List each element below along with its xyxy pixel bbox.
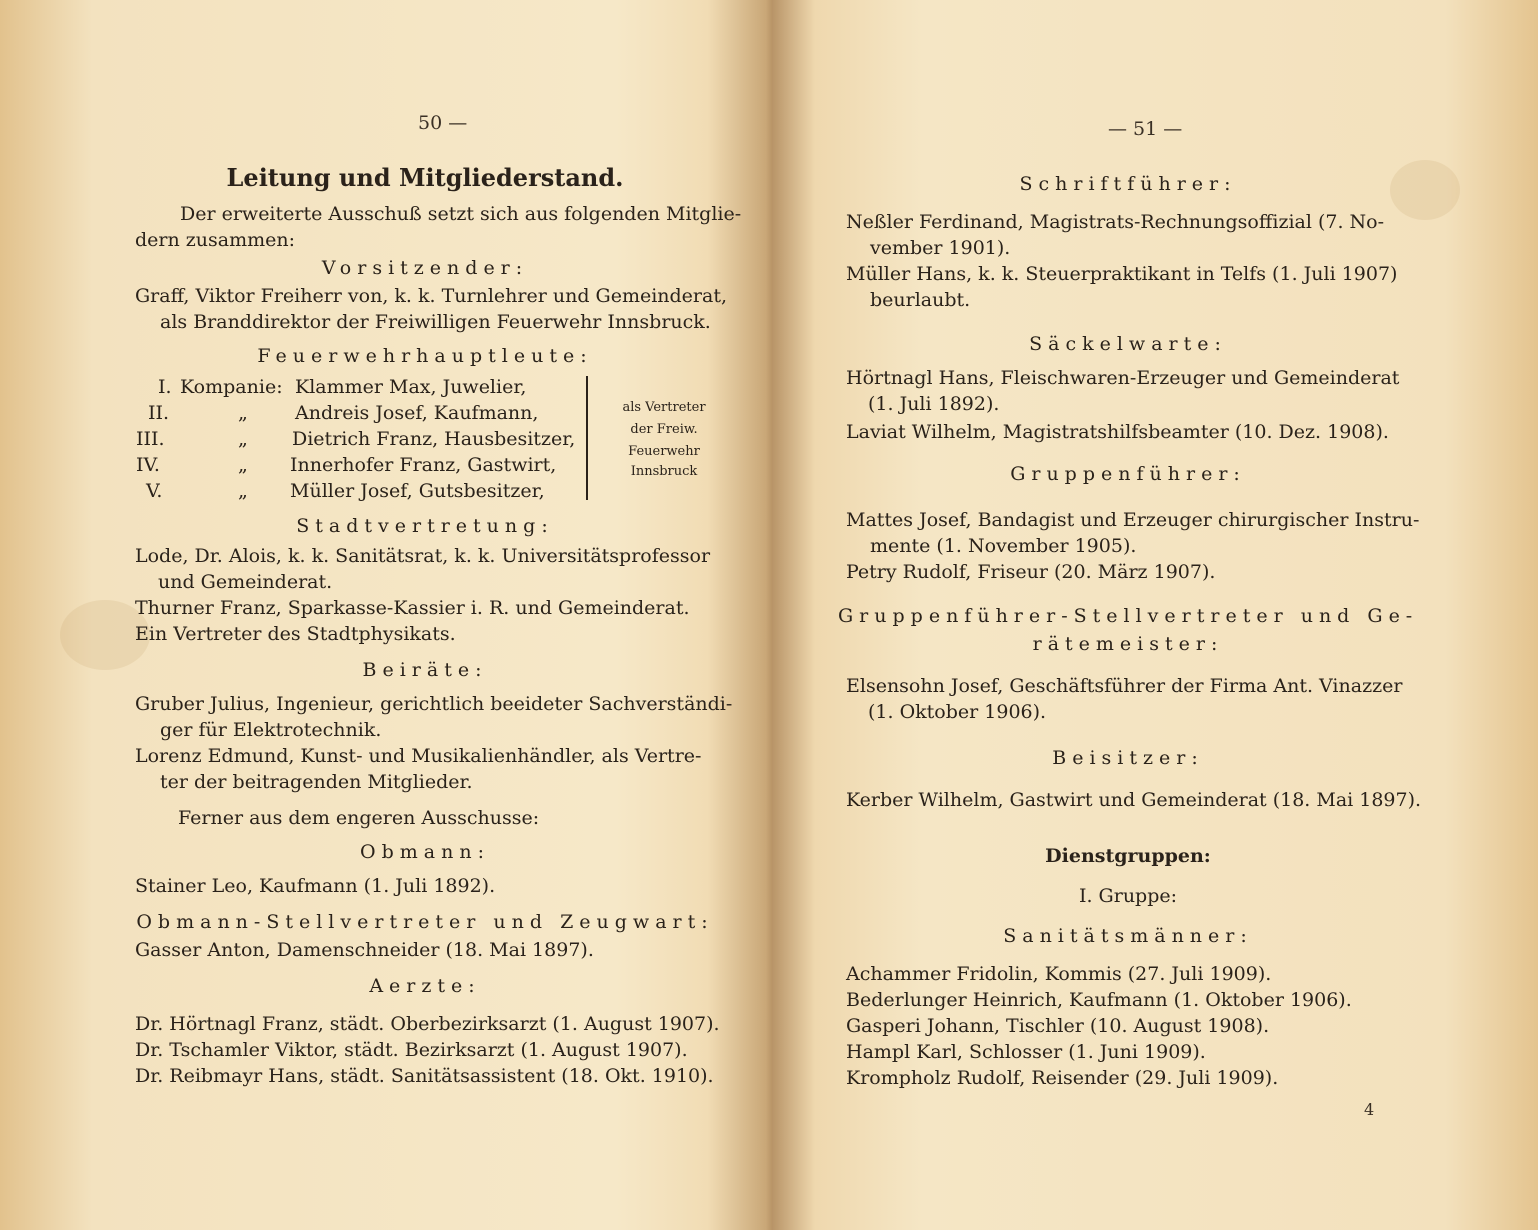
- section-heading: Schriftführer:: [1019, 173, 1237, 195]
- roman-numeral: I.: [158, 376, 172, 398]
- entry-line: Gruber Julius, Ingenieur, gerichtlich beeideter Sachverständi-: [135, 693, 733, 715]
- entry-line: vember 1901).: [870, 237, 1011, 259]
- page-number: — 51 —: [1108, 118, 1183, 140]
- entry-line: Thurner Franz, Sparkasse-Kassier i. R. und Gemeinderat.: [135, 597, 690, 619]
- side-note-line: als Vertreter: [622, 400, 706, 415]
- entry-line: Hampl Karl, Schlosser (1. Juni 1909).: [846, 1041, 1206, 1063]
- entry-line: Elsensohn Josef, Geschäftsführer der Firma Ant. Vinazzer: [846, 675, 1403, 697]
- section-heading: Gruppenführer-Stellvertreter und Ge-: [838, 605, 1419, 627]
- entry-line: ger für Elektrotechnik.: [160, 719, 382, 741]
- entry-line: ter der beitragenden Mitglieder.: [160, 771, 473, 793]
- dienstgruppen-heading: Dienstgruppen:: [1045, 845, 1211, 867]
- entry-line: Dr. Reibmayr Hans, städt. Sanitätsassistent (18. Okt. 1910).: [135, 1065, 714, 1087]
- entry-line: Petry Rudolf, Friseur (20. März 1907).: [846, 561, 1216, 583]
- entry-line: Müller Hans, k. k. Steuerpraktikant in Telfs (1. Juli 1907): [846, 263, 1398, 285]
- side-note-line: der Freiw.: [630, 422, 698, 437]
- entry-line: Dr. Tschamler Viktor, städt. Bezirksarzt (1. August 1907).: [135, 1039, 688, 1061]
- entry-line: Achammer Fridolin, Kommis (27. Juli 1909).: [846, 963, 1272, 985]
- captain-name: Dietrich Franz, Hausbesitzer,: [292, 428, 576, 450]
- page-number: 50 —: [418, 112, 468, 134]
- entry-line: Hörtnagl Hans, Fleischwaren-Erzeuger und Gemeinderat: [846, 367, 1400, 389]
- section-heading: Vorsitzender:: [321, 257, 529, 279]
- roman-numeral: II.: [148, 402, 170, 424]
- entry-line: Lorenz Edmund, Kunst- und Musikalienhändler, als Vertre-: [135, 745, 702, 767]
- entry-line: Mattes Josef, Bandagist und Erzeuger chirurgischer Instru-: [846, 509, 1420, 531]
- entry-line: Kerber Wilhelm, Gastwirt und Gemeinderat (18. Mai 1897).: [846, 789, 1422, 811]
- entry-line: Gasperi Johann, Tischler (10. August 1908).: [846, 1015, 1270, 1037]
- entry-line: als Branddirektor der Freiwilligen Feuerwehr Innsbruck.: [160, 311, 711, 333]
- entry-line: Laviat Wilhelm, Magistratshilfsbeamter (10. Dez. 1908).: [846, 421, 1389, 443]
- page-title: Leitung und Mitgliederstand.: [226, 163, 624, 192]
- gruppe-heading: I. Gruppe:: [1078, 885, 1178, 907]
- ferner-line: Ferner aus dem engeren Ausschusse:: [178, 807, 540, 829]
- kompanie-label: Kompanie:: [180, 376, 283, 398]
- section-heading: Feuerwehrhauptleute:: [257, 345, 593, 367]
- entry-line: und Gemeinderat.: [158, 571, 333, 593]
- section-heading: Stadtvertretung:: [296, 515, 554, 537]
- section-heading: rätemeister:: [1032, 633, 1224, 655]
- roman-numeral: III.: [136, 428, 165, 450]
- section-heading: Sanitätsmänner:: [1003, 925, 1253, 947]
- section-heading: Obmann-Stellvertreter und Zeugwart:: [136, 911, 714, 933]
- entry-line: Graff, Viktor Freiherr von, k. k. Turnlehrer und Gemeinderat,: [135, 285, 728, 307]
- entry-line: Lode, Dr. Alois, k. k. Sanitätsrat, k. k. Universitätsprofessor: [135, 545, 711, 567]
- section-heading: Beisitzer:: [1052, 747, 1204, 769]
- signature-mark: 4: [1364, 1100, 1375, 1119]
- section-heading: Gruppenführer:: [1010, 463, 1246, 485]
- captain-name: Innerhofer Franz, Gastwirt,: [290, 454, 557, 476]
- section-heading: Säckelwarte:: [1029, 333, 1227, 355]
- intro-line: dern zusammen:: [135, 229, 296, 251]
- ditto-mark: „: [238, 428, 248, 450]
- side-note-line: Innsbruck: [630, 464, 698, 479]
- captain-name: Müller Josef, Gutsbesitzer,: [290, 480, 545, 502]
- entry-line: Dr. Hörtnagl Franz, städt. Oberbezirksarzt (1. August 1907).: [135, 1013, 720, 1035]
- brace-line: [586, 376, 588, 500]
- roman-numeral: V.: [146, 480, 163, 502]
- entry-line: Neßler Ferdinand, Magistrats-Rechnungsoffizial (7. No-: [846, 211, 1385, 233]
- section-heading: Aerzte:: [369, 975, 481, 997]
- entry-line: mente (1. November 1905).: [870, 535, 1137, 557]
- side-note-line: Feuerwehr: [628, 444, 700, 459]
- right-page: [778, 0, 1538, 1230]
- ditto-mark: „: [238, 402, 248, 424]
- captain-name: Andreis Josef, Kaufmann,: [295, 402, 539, 424]
- ditto-mark: „: [238, 454, 248, 476]
- ditto-mark: „: [238, 480, 248, 502]
- section-heading: Obmann:: [360, 841, 490, 863]
- entry-line: Ein Vertreter des Stadtphysikats.: [135, 623, 456, 645]
- entry-line: Stainer Leo, Kaufmann (1. Juli 1892).: [135, 875, 496, 897]
- entry-line: Bederlunger Heinrich, Kaufmann (1. Oktober 1906).: [846, 989, 1352, 1011]
- roman-numeral: IV.: [136, 454, 160, 476]
- section-heading: Beiräte:: [362, 659, 488, 681]
- intro-line: Der erweiterte Ausschuß setzt sich aus folgenden Mitglie-: [180, 203, 742, 225]
- entry-line: Gasser Anton, Damenschneider (18. Mai 1897).: [135, 939, 594, 961]
- captain-name: Klammer Max, Juwelier,: [295, 376, 527, 398]
- entry-line: (1. Oktober 1906).: [868, 701, 1047, 723]
- entry-line: Krompholz Rudolf, Reisender (29. Juli 1909).: [846, 1067, 1279, 1089]
- entry-line: beurlaubt.: [870, 289, 971, 311]
- entry-line: (1. Juli 1892).: [868, 393, 1000, 415]
